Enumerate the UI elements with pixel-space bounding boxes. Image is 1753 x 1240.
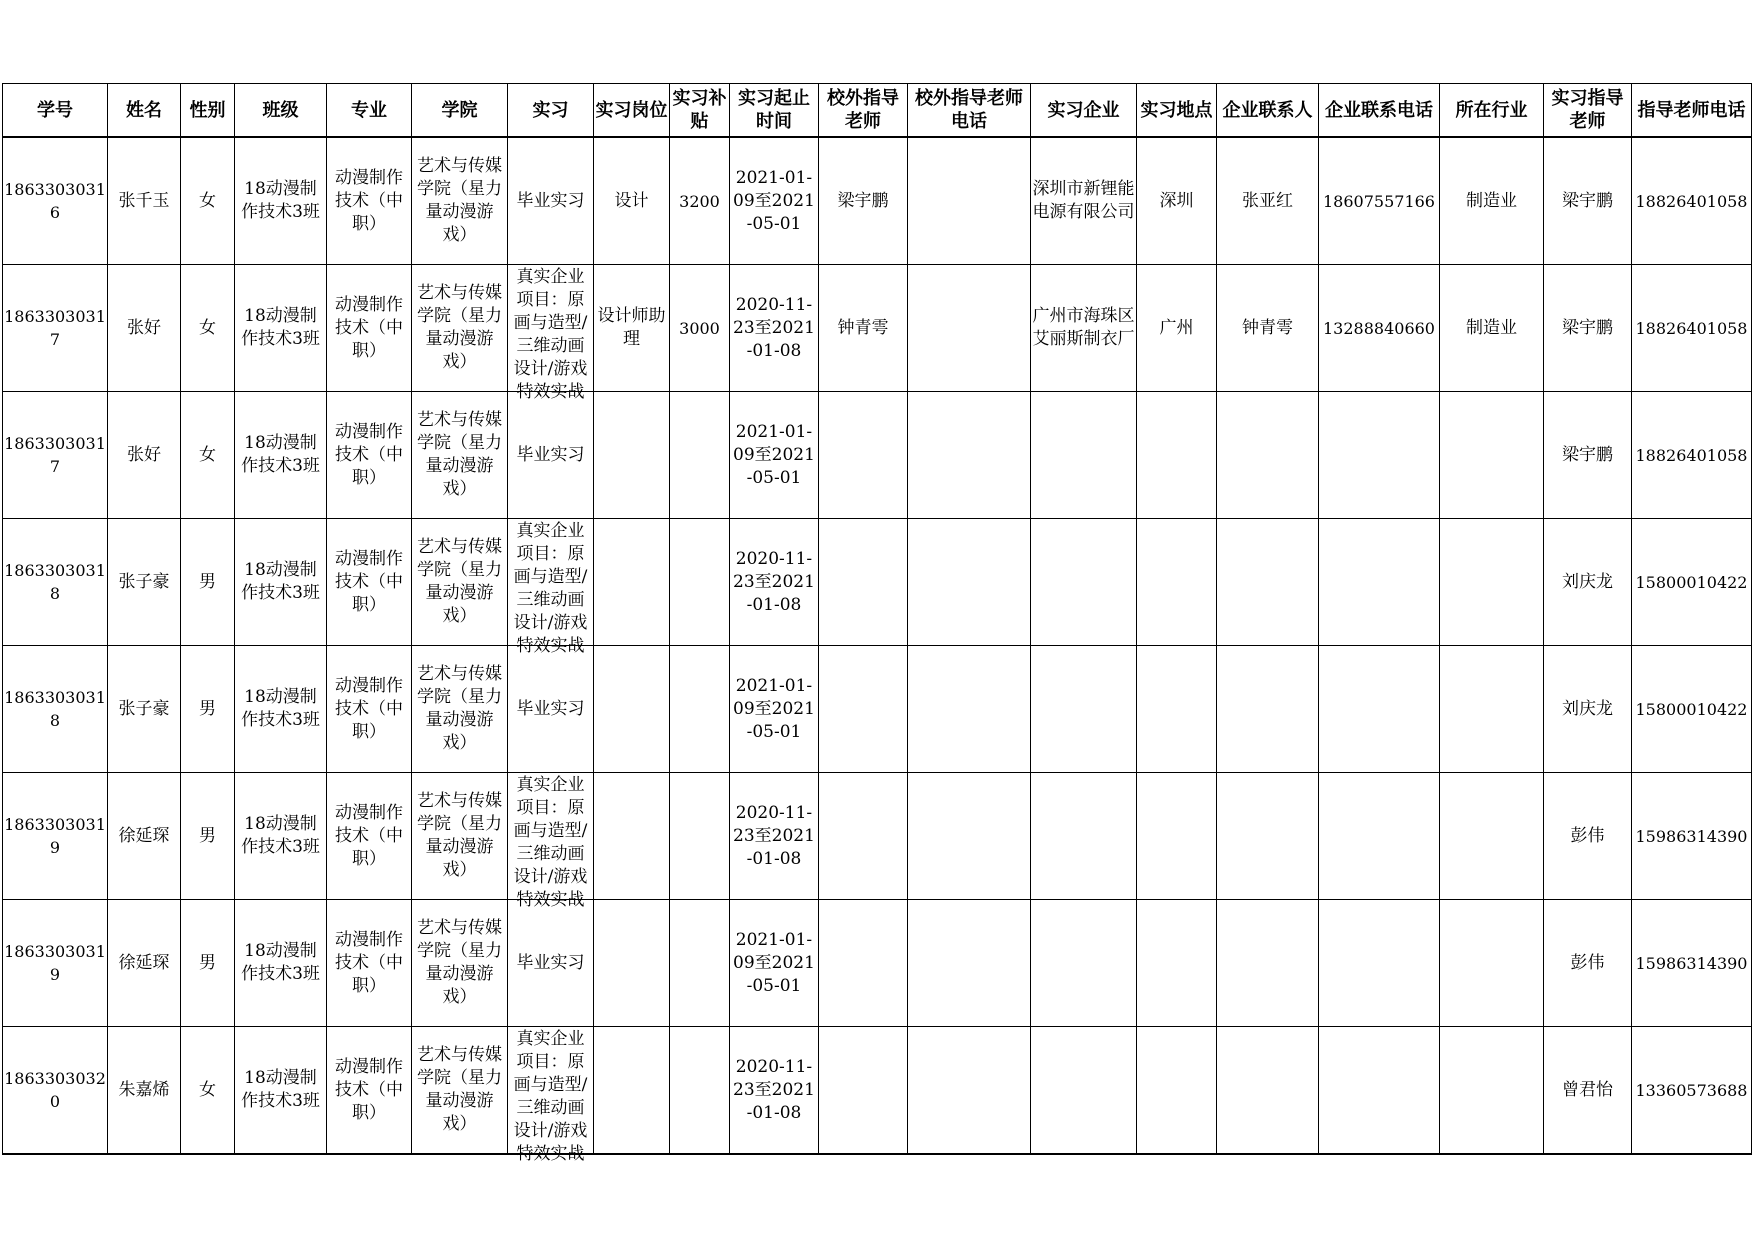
table-cell-industry <box>1440 265 1544 392</box>
table-cell-name <box>108 137 181 265</box>
table-cell-class <box>235 137 327 265</box>
table-cell-industry <box>1440 1027 1544 1155</box>
cell-text: 张亚红 <box>1242 190 1293 211</box>
cell-text: 动漫制作技术（中职） <box>335 548 403 615</box>
cell-text: 18633030317 <box>4 307 106 349</box>
table-cell-student-id <box>3 392 108 519</box>
table-cell-company-phone <box>1319 900 1440 1027</box>
table-cell-college <box>412 265 508 392</box>
cell-text: 钟青雩 <box>837 317 889 338</box>
table-cell-external-advisor-phone <box>908 137 1031 265</box>
cell-text: 制造业 <box>1466 190 1517 211</box>
table-cell-major <box>327 646 412 773</box>
table-cell-major <box>327 773 412 900</box>
table-cell-class <box>235 265 327 392</box>
table-cell-position <box>594 1027 670 1155</box>
cell-text: 刘庆龙 <box>1562 698 1613 719</box>
table-cell-name <box>108 265 181 392</box>
table-cell-internship <box>508 265 594 402</box>
cell-text: 毕业实习 <box>516 444 585 465</box>
table-cell-external-advisor <box>819 137 908 265</box>
table-cell-advisor-phone <box>1632 900 1752 1027</box>
table-cell-location <box>1137 1027 1217 1155</box>
table-cell-company <box>1031 392 1137 519</box>
cell-text: 18633030316 <box>4 180 106 222</box>
column-header-college: 学院 <box>412 84 508 138</box>
table-cell-gender <box>181 265 235 392</box>
column-header-company-contact: 企业联系人 <box>1217 84 1319 138</box>
cell-text: 徐延琛 <box>118 825 170 846</box>
table-cell-internship <box>508 519 594 656</box>
table-cell-period <box>730 137 819 265</box>
table-cell-college <box>412 137 508 265</box>
table-cell-period <box>730 519 819 646</box>
table-cell-location <box>1137 646 1217 773</box>
table-cell-external-advisor <box>819 773 908 900</box>
cell-text: 艺术与传媒学院（星力量动漫游戏） <box>417 537 502 626</box>
table-cell-student-id <box>3 773 108 900</box>
cell-text: 梁宇鹏 <box>837 190 889 211</box>
table-cell-period <box>730 900 819 1027</box>
cell-text: 女 <box>199 317 216 338</box>
table-cell-college <box>412 773 508 900</box>
cell-text: 女 <box>199 1079 216 1100</box>
table-cell-location <box>1137 392 1217 519</box>
cell-text: 18动漫制作技术3班 <box>241 433 320 476</box>
cell-text: 真实企业项目：原画与造型/三维动画设计/游戏特效实战 <box>513 775 588 910</box>
cell-text: 18动漫制作技术3班 <box>241 560 320 603</box>
cell-text: 2021-01-09至2021-05-01 <box>733 675 815 742</box>
table-cell-period <box>730 392 819 519</box>
table-cell-company-phone <box>1319 773 1440 900</box>
table-cell-period <box>730 1027 819 1155</box>
table-cell-company-phone <box>1319 519 1440 646</box>
cell-text: 深圳市新锂能电源有限公司 <box>1032 179 1135 222</box>
table-cell-period <box>730 265 819 392</box>
table-cell-name <box>108 1027 181 1155</box>
table-cell-position <box>594 392 670 519</box>
column-header-internship: 实习 <box>508 84 594 138</box>
table-cell-advisor <box>1544 265 1632 392</box>
table-cell-company-contact <box>1217 646 1319 773</box>
table-cell-gender <box>181 519 235 646</box>
table-row <box>3 519 1752 646</box>
column-header-name: 姓名 <box>108 84 181 138</box>
table-cell-class <box>235 773 327 900</box>
table-cell-major <box>327 519 412 646</box>
table-cell-company <box>1031 519 1137 646</box>
table-row <box>3 1027 1752 1155</box>
table-cell-subsidy <box>670 519 730 646</box>
table-cell-industry <box>1440 137 1544 265</box>
table-cell-industry <box>1440 392 1544 519</box>
table-cell-company-contact <box>1217 392 1319 519</box>
cell-text: 18826401058 <box>1635 445 1748 465</box>
table-cell-external-advisor <box>819 900 908 1027</box>
cell-text: 广州市海珠区艾丽斯制衣厂 <box>1032 306 1135 349</box>
cell-text: 2020-11-23至2021-01-08 <box>733 548 815 615</box>
cell-text: 18607557166 <box>1323 191 1435 211</box>
table-cell-location <box>1137 900 1217 1027</box>
table-cell-advisor <box>1544 900 1632 1027</box>
cell-text: 张好 <box>127 317 161 338</box>
cell-text: 2021-01-09至2021-05-01 <box>733 421 815 488</box>
column-header-external-advisor: 校外指导老师 <box>819 84 908 138</box>
table-cell-advisor <box>1544 392 1632 519</box>
cell-text: 艺术与传媒学院（星力量动漫游戏） <box>417 1045 502 1134</box>
cell-text: 15986314390 <box>1635 826 1748 846</box>
cell-text: 张好 <box>127 444 161 465</box>
cell-text: 2020-11-23至2021-01-08 <box>733 802 815 869</box>
table-cell-location <box>1137 265 1217 392</box>
table-cell-company <box>1031 646 1137 773</box>
table-cell-subsidy <box>670 773 730 900</box>
table-cell-internship <box>508 646 594 773</box>
cell-text: 梁宇鹏 <box>1562 317 1613 338</box>
cell-text: 动漫制作技术（中职） <box>335 802 403 869</box>
table-cell-advisor <box>1544 137 1632 265</box>
table-cell-company <box>1031 265 1137 392</box>
table-cell-subsidy <box>670 137 730 265</box>
table-cell-college <box>412 519 508 646</box>
internship-table <box>2 83 1752 1164</box>
table-cell-company-contact <box>1217 1027 1319 1155</box>
table-cell-company <box>1031 900 1137 1027</box>
table-cell-internship <box>508 392 594 519</box>
table-cell-period <box>730 773 819 900</box>
cell-text: 艺术与传媒学院（星力量动漫游戏） <box>417 918 502 1007</box>
table-cell-major <box>327 900 412 1027</box>
table-cell-advisor <box>1544 519 1632 646</box>
cell-text: 18动漫制作技术3班 <box>241 687 320 730</box>
table-cell-internship <box>508 900 594 1027</box>
table-cell-advisor-phone <box>1632 265 1752 392</box>
cell-text: 18633030319 <box>4 942 106 984</box>
cell-text: 18633030317 <box>4 434 106 476</box>
cell-text: 毕业实习 <box>516 190 585 211</box>
cell-text: 男 <box>199 825 216 846</box>
table-cell-company <box>1031 773 1137 900</box>
table-cell-student-id <box>3 265 108 392</box>
table-cell-company-phone <box>1319 392 1440 519</box>
cell-text: 设计师助理 <box>597 306 666 349</box>
column-header-gender: 性别 <box>181 84 235 138</box>
cell-text: 3200 <box>679 191 720 211</box>
table-cell-gender <box>181 773 235 900</box>
cell-text: 18633030320 <box>4 1069 106 1111</box>
table-row <box>3 900 1752 1027</box>
column-header-location: 实习地点 <box>1137 84 1217 138</box>
table-cell-advisor-phone <box>1632 392 1752 519</box>
table-cell-company <box>1031 1027 1137 1155</box>
header-row <box>3 84 1752 138</box>
table-cell-class <box>235 392 327 519</box>
cell-text: 广州 <box>1159 317 1194 338</box>
table-cell-major <box>327 1027 412 1155</box>
cell-text: 女 <box>199 444 216 465</box>
column-header-period: 实习起止时间 <box>730 84 819 138</box>
cell-text: 梁宇鹏 <box>1562 444 1613 465</box>
cell-text: 18633030318 <box>4 688 106 730</box>
table-cell-class <box>235 900 327 1027</box>
table-cell-name <box>108 900 181 1027</box>
cell-text: 13360573688 <box>1635 1080 1748 1100</box>
table-cell-position <box>594 773 670 900</box>
cell-text: 2021-01-09至2021-05-01 <box>733 929 815 996</box>
table-cell-external-advisor-phone <box>908 392 1031 519</box>
table-cell-position <box>594 646 670 773</box>
table-cell-name <box>108 519 181 646</box>
cell-text: 18826401058 <box>1635 191 1748 211</box>
cell-text: 毕业实习 <box>516 952 585 973</box>
cell-text: 18动漫制作技术3班 <box>241 941 320 984</box>
cell-text: 艺术与传媒学院（星力量动漫游戏） <box>417 283 502 372</box>
column-header-student-id: 学号 <box>3 84 108 138</box>
table-cell-college <box>412 392 508 519</box>
cell-text: 钟青雩 <box>1242 317 1293 338</box>
table-cell-external-advisor <box>819 519 908 646</box>
table-cell-industry <box>1440 900 1544 1027</box>
cell-text: 18633030319 <box>4 815 106 857</box>
table-cell-subsidy <box>670 265 730 392</box>
cell-text: 15800010422 <box>1635 572 1748 592</box>
column-header-position: 实习岗位 <box>594 84 670 138</box>
cell-text: 毕业实习 <box>516 698 585 719</box>
cell-text: 13288840660 <box>1323 318 1435 338</box>
table-cell-advisor-phone <box>1632 773 1752 900</box>
table-cell-student-id <box>3 646 108 773</box>
table-cell-company-contact <box>1217 773 1319 900</box>
table-cell-gender <box>181 392 235 519</box>
cell-text: 彭伟 <box>1570 825 1605 846</box>
table-cell-external-advisor <box>819 1027 908 1155</box>
table-cell-subsidy <box>670 900 730 1027</box>
table-cell-internship <box>508 773 594 910</box>
cell-text: 真实企业项目：原画与造型/三维动画设计/游戏特效实战 <box>513 1029 588 1164</box>
cell-text: 设计 <box>614 190 649 211</box>
table-cell-college <box>412 1027 508 1155</box>
table-cell-company-contact <box>1217 137 1319 265</box>
table-cell-student-id <box>3 900 108 1027</box>
cell-text: 深圳 <box>1159 190 1194 211</box>
cell-text: 18动漫制作技术3班 <box>241 179 320 222</box>
table-cell-internship <box>508 137 594 265</box>
table-cell-external-advisor-phone <box>908 265 1031 392</box>
table-cell-gender <box>181 900 235 1027</box>
table-cell-industry <box>1440 773 1544 900</box>
table-cell-major <box>327 137 412 265</box>
cell-text: 张子豪 <box>118 698 170 719</box>
table-cell-gender <box>181 646 235 773</box>
cell-text: 真实企业项目：原画与造型/三维动画设计/游戏特效实战 <box>513 521 588 656</box>
cell-text: 18动漫制作技术3班 <box>241 814 320 857</box>
table-cell-location <box>1137 137 1217 265</box>
table-cell-class <box>235 1027 327 1155</box>
table-cell-name <box>108 392 181 519</box>
cell-text: 女 <box>199 190 216 211</box>
cell-text: 2020-11-23至2021-01-08 <box>733 1056 815 1123</box>
cell-text: 3000 <box>679 318 720 338</box>
cell-text: 动漫制作技术（中职） <box>335 167 403 234</box>
table-cell-advisor <box>1544 646 1632 773</box>
table-body <box>3 137 1752 1164</box>
table-cell-position <box>594 265 670 392</box>
column-header-company-phone: 企业联系电话 <box>1319 84 1440 138</box>
table-cell-company-phone <box>1319 265 1440 392</box>
column-header-industry: 所在行业 <box>1440 84 1544 138</box>
cell-text: 动漫制作技术（中职） <box>335 929 403 996</box>
cell-text: 艺术与传媒学院（星力量动漫游戏） <box>417 791 502 880</box>
table-cell-class <box>235 646 327 773</box>
table-cell-advisor <box>1544 1027 1632 1155</box>
table-cell-advisor-phone <box>1632 519 1752 646</box>
cell-text: 艺术与传媒学院（星力量动漫游戏） <box>417 156 502 245</box>
table-row <box>3 137 1752 265</box>
cell-text: 朱嘉烯 <box>118 1079 170 1100</box>
table-cell-advisor <box>1544 773 1632 900</box>
cell-text: 15800010422 <box>1635 699 1748 719</box>
table-cell-period <box>730 646 819 773</box>
column-header-class: 班级 <box>235 84 327 138</box>
cell-text: 2020-11-23至2021-01-08 <box>733 294 815 361</box>
cell-text: 彭伟 <box>1570 952 1605 973</box>
cell-text: 曾君怡 <box>1562 1079 1613 1100</box>
table-row <box>3 392 1752 519</box>
cell-text: 18633030318 <box>4 561 106 603</box>
cell-text: 梁宇鹏 <box>1562 190 1613 211</box>
cell-text: 艺术与传媒学院（星力量动漫游戏） <box>417 664 502 753</box>
column-header-subsidy: 实习补贴 <box>670 84 730 138</box>
table-cell-company <box>1031 137 1137 265</box>
table-cell-company-contact <box>1217 519 1319 646</box>
column-header-advisor-phone: 指导老师电话 <box>1632 84 1752 138</box>
table-cell-location <box>1137 773 1217 900</box>
cell-text: 动漫制作技术（中职） <box>335 1056 403 1123</box>
table-cell-name <box>108 773 181 900</box>
cell-text: 徐延琛 <box>118 952 170 973</box>
cell-text: 男 <box>199 571 216 592</box>
table-cell-gender <box>181 137 235 265</box>
table-row <box>3 773 1752 900</box>
table-cell-industry <box>1440 646 1544 773</box>
table-cell-external-advisor-phone <box>908 773 1031 900</box>
table-cell-external-advisor-phone <box>908 519 1031 646</box>
table-cell-advisor-phone <box>1632 137 1752 265</box>
table-cell-external-advisor <box>819 646 908 773</box>
cell-text: 制造业 <box>1466 317 1517 338</box>
column-header-company: 实习企业 <box>1031 84 1137 138</box>
table-cell-external-advisor <box>819 265 908 392</box>
cell-text: 18826401058 <box>1635 318 1748 338</box>
table-cell-external-advisor-phone <box>908 1027 1031 1155</box>
table-cell-student-id <box>3 137 108 265</box>
cell-text: 18动漫制作技术3班 <box>241 306 320 349</box>
cell-text: 男 <box>199 952 216 973</box>
table-cell-gender <box>181 1027 235 1155</box>
table-cell-class <box>235 519 327 646</box>
table-cell-internship <box>508 1027 594 1164</box>
table-cell-external-advisor-phone <box>908 646 1031 773</box>
cell-text: 动漫制作技术（中职） <box>335 421 403 488</box>
table-cell-industry <box>1440 519 1544 646</box>
cell-text: 真实企业项目：原画与造型/三维动画设计/游戏特效实战 <box>513 267 588 402</box>
cell-text: 男 <box>199 698 216 719</box>
table-cell-subsidy <box>670 646 730 773</box>
table-cell-external-advisor <box>819 392 908 519</box>
cell-text: 18动漫制作技术3班 <box>241 1068 320 1111</box>
table-cell-company-phone <box>1319 137 1440 265</box>
table-cell-company-phone <box>1319 646 1440 773</box>
cell-text: 张千玉 <box>118 190 170 211</box>
table-row <box>3 265 1752 392</box>
table-cell-position <box>594 519 670 646</box>
table-cell-company-phone <box>1319 1027 1440 1155</box>
table-cell-company-contact <box>1217 900 1319 1027</box>
table-cell-company-contact <box>1217 265 1319 392</box>
column-header-external-advisor-phone: 校外指导老师电话 <box>908 84 1031 138</box>
table-cell-subsidy <box>670 1027 730 1155</box>
column-header-advisor: 实习指导老师 <box>1544 84 1632 138</box>
table-cell-major <box>327 265 412 392</box>
table-cell-college <box>412 900 508 1027</box>
cell-text: 刘庆龙 <box>1562 571 1613 592</box>
table-cell-advisor-phone <box>1632 1027 1752 1155</box>
table-cell-position <box>594 900 670 1027</box>
table-cell-major <box>327 392 412 519</box>
table-cell-college <box>412 646 508 773</box>
cell-text: 2021-01-09至2021-05-01 <box>733 167 815 234</box>
table-row <box>3 646 1752 773</box>
column-header-major: 专业 <box>327 84 412 138</box>
cell-text: 15986314390 <box>1635 953 1748 973</box>
cell-text: 动漫制作技术（中职） <box>335 294 403 361</box>
table-cell-name <box>108 646 181 773</box>
cell-text: 动漫制作技术（中职） <box>335 675 403 742</box>
table-cell-advisor-phone <box>1632 646 1752 773</box>
table-cell-location <box>1137 519 1217 646</box>
table-cell-external-advisor-phone <box>908 900 1031 1027</box>
cell-text: 艺术与传媒学院（星力量动漫游戏） <box>417 410 502 499</box>
table-cell-student-id <box>3 1027 108 1155</box>
cell-text: 张子豪 <box>118 571 170 592</box>
table-cell-position <box>594 137 670 265</box>
table-cell-student-id <box>3 519 108 646</box>
table-cell-subsidy <box>670 392 730 519</box>
